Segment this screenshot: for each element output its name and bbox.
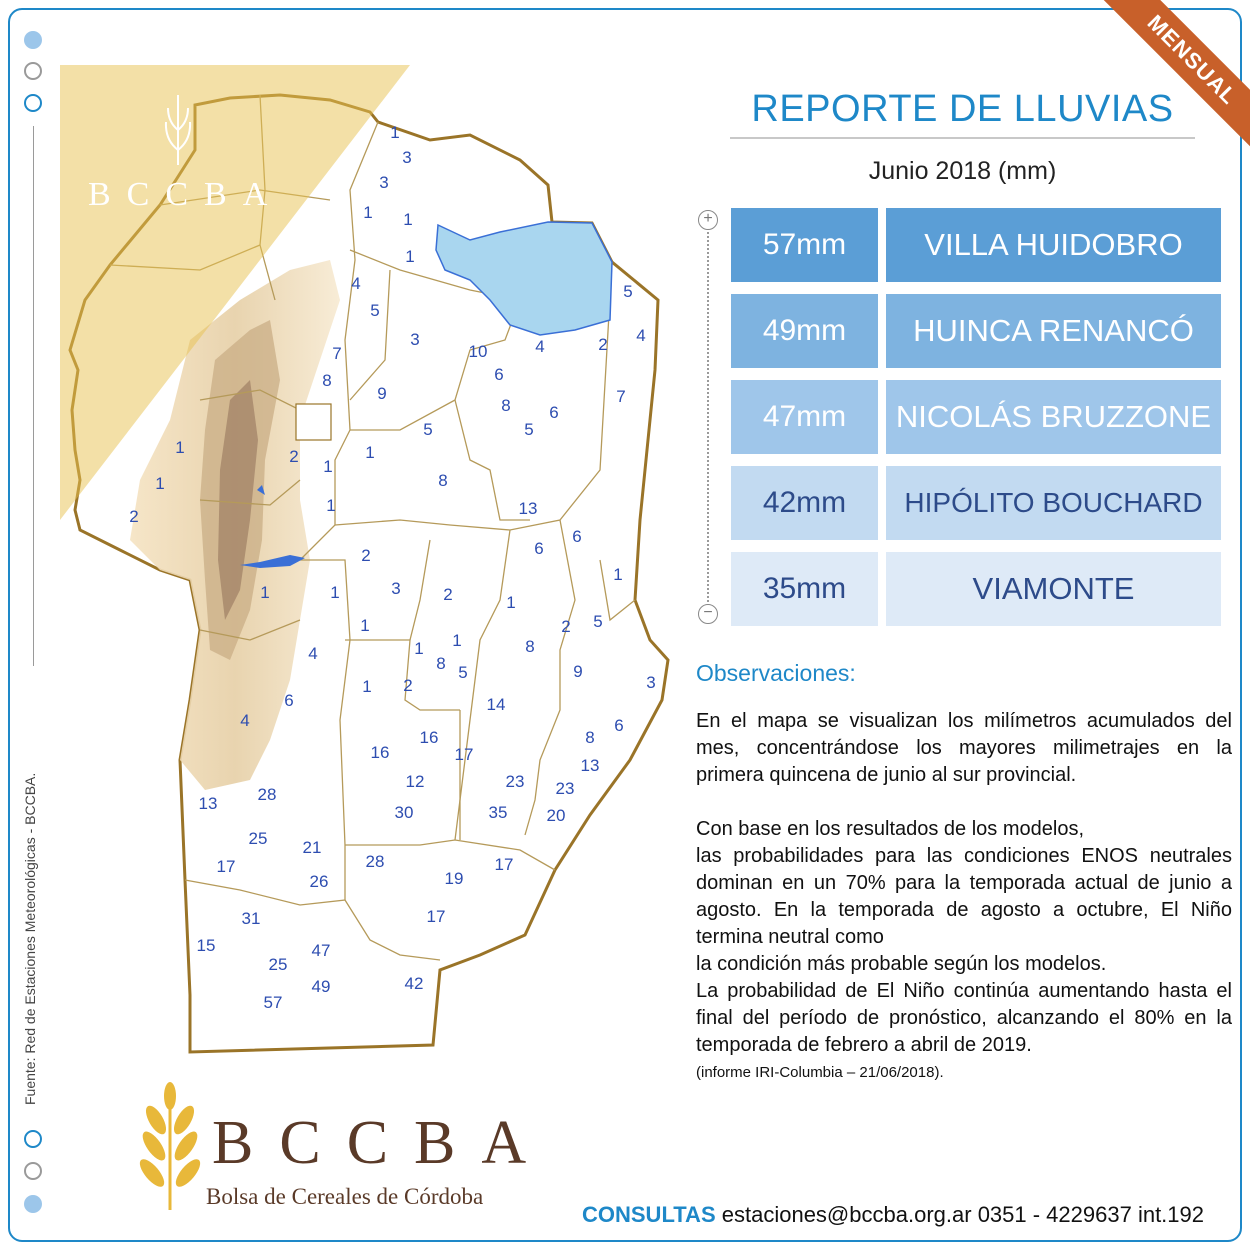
- rain-value-label: 5: [623, 282, 633, 301]
- rain-value-label: 9: [377, 384, 387, 403]
- rainfall-value: 35mm: [731, 552, 878, 626]
- rain-value-label: 47: [311, 941, 331, 960]
- rain-value-label: 1: [613, 565, 623, 584]
- rain-value-label: 2: [129, 507, 139, 526]
- ranking-row: [731, 380, 1221, 454]
- watermark-logo-text: BCCBA: [88, 176, 284, 213]
- observations-title: Observaciones:: [696, 660, 856, 686]
- observation-line: Con base en los resultados de los modelos,: [696, 818, 1085, 840]
- rain-value-label: 4: [636, 326, 646, 345]
- rain-value-label: 2: [443, 585, 453, 604]
- rain-value-label: 3: [410, 330, 420, 349]
- rain-value-label: 28: [365, 852, 385, 871]
- rain-value-label: 1: [365, 443, 375, 462]
- ranking-row: [731, 208, 1221, 282]
- binder-dot-icon: [24, 1195, 42, 1213]
- logo-wordmark: BCCBA: [212, 1109, 553, 1177]
- rain-value-label: 1: [405, 247, 415, 266]
- rain-value-label: 25: [248, 829, 268, 848]
- contact-email[interactable]: estaciones@bccba.org.ar: [721, 1202, 972, 1227]
- observation-paragraph: En el mapa se visualizan los milímetros acumulados del mes, concentrándose los mayores milimetrajes en la primera quincena de junio al sur provincial.: [696, 710, 1232, 786]
- rain-value-label: 8: [501, 396, 511, 415]
- rain-value-label: 57: [263, 993, 283, 1012]
- rain-value-label: 3: [646, 673, 656, 692]
- rain-value-label: 8: [436, 654, 446, 673]
- contact-phone: 0351 - 4229637 int.192: [977, 1202, 1204, 1227]
- rain-value-label: 1: [390, 123, 400, 142]
- rain-value-label: 42: [404, 974, 424, 993]
- rain-value-label: 1: [326, 496, 336, 515]
- rain-value-label: 19: [444, 869, 464, 888]
- rain-value-label: 2: [561, 617, 571, 636]
- locality-name: VIAMONTE: [886, 552, 1221, 626]
- badge-corner: [1080, 0, 1250, 170]
- rain-value-label: 12: [405, 772, 425, 791]
- rain-value-label: 2: [289, 447, 299, 466]
- plus-circle-icon: +: [698, 210, 718, 230]
- rain-value-label: 6: [494, 365, 504, 384]
- observation-line: La probabilidad de El Niño continúa aumentando hasta el final del período de pronóstico, alcanzando el 80% en la temporada de febrero a abril de 2019.: [696, 980, 1232, 1056]
- rain-value-label: 3: [379, 173, 389, 192]
- rain-value-label: 8: [525, 637, 535, 656]
- rainfall-value: 42mm: [731, 466, 878, 540]
- rain-value-label: 6: [549, 403, 559, 422]
- rain-value-label: 4: [240, 711, 250, 730]
- ranking-row: [731, 466, 1221, 540]
- rain-value-label: 7: [332, 344, 342, 363]
- rain-value-label: 13: [580, 756, 600, 775]
- rain-value-label: 1: [414, 639, 424, 658]
- rain-value-label: 1: [260, 583, 270, 602]
- rain-value-label: 1: [330, 583, 340, 602]
- contact-label: CONSULTAS: [582, 1202, 716, 1227]
- rain-value-label: 1: [506, 593, 516, 612]
- rain-value-label: 26: [309, 872, 329, 891]
- rain-value-label: 16: [419, 728, 439, 747]
- rain-value-label: 20: [546, 806, 566, 825]
- rain-value-label: 1: [452, 631, 462, 650]
- rain-value-label: 5: [458, 663, 468, 682]
- rain-value-label: 23: [555, 779, 575, 798]
- observation-source-note: (informe IRI-Columbia – 21/06/2018).: [696, 1064, 944, 1081]
- wheat-logo-icon: [130, 1080, 210, 1215]
- rain-value-label: 35: [488, 803, 508, 822]
- locality-name: HIPÓLITO BOUCHARD: [886, 466, 1221, 540]
- rain-value-label: 10: [468, 342, 488, 361]
- rain-value-label: 1: [360, 616, 370, 635]
- rain-value-label: 6: [614, 716, 624, 735]
- rain-value-label: 25: [268, 955, 288, 974]
- rain-value-label: 30: [394, 803, 414, 822]
- rain-value-label: 49: [311, 977, 331, 996]
- logo-subtitle: Bolsa de Cereales de Córdoba: [206, 1184, 484, 1209]
- observations-body: [696, 708, 1232, 1086]
- contact-line: [582, 1202, 1204, 1228]
- rain-value-label: 8: [438, 471, 448, 490]
- rain-value-label: 9: [573, 662, 583, 681]
- rain-value-label: 1: [155, 474, 165, 493]
- mensual-badge: MENSUAL: [1086, 0, 1250, 166]
- locality-name: NICOLÁS BRUZZONE: [886, 380, 1221, 454]
- rain-value-label: 17: [494, 855, 514, 874]
- ranking-row: [731, 552, 1221, 626]
- title-divider: [730, 137, 1195, 139]
- rain-value-label: 2: [403, 676, 413, 695]
- rain-value-label: 23: [505, 772, 525, 791]
- rainfall-value: 47mm: [731, 380, 878, 454]
- rain-value-label: 1: [175, 438, 185, 457]
- rain-value-label: 6: [572, 527, 582, 546]
- rain-value-label: 13: [198, 794, 218, 813]
- observation-line: las probabilidades para las condiciones ENOS neutrales dominan en un 70% para la temporada actual de junio a agosto. En la temporada de agosto a octubre, El Niño termina neutral como: [696, 845, 1232, 948]
- rain-value-label: 6: [534, 539, 544, 558]
- rain-value-label: 5: [593, 612, 603, 631]
- rain-value-label: 15: [196, 936, 216, 955]
- rain-value-label: 5: [524, 420, 534, 439]
- rain-value-label: 2: [361, 546, 371, 565]
- rain-value-label: 5: [370, 301, 380, 320]
- rain-value-label: 16: [370, 743, 390, 762]
- rain-value-label: 7: [616, 387, 626, 406]
- rain-value-label: 4: [535, 337, 545, 356]
- scale-dotted-line: [707, 232, 709, 602]
- observation-line: la condición más probable según los modelos.: [696, 953, 1107, 975]
- binder-ring-icon: [24, 1162, 42, 1180]
- rain-value-label: 13: [518, 499, 538, 518]
- rain-value-label: 21: [302, 838, 322, 857]
- rain-value-label: 8: [585, 728, 595, 747]
- locality-name: VILLA HUIDOBRO: [886, 208, 1221, 282]
- rain-value-label: 4: [351, 274, 361, 293]
- rain-value-label: 1: [323, 457, 333, 476]
- rain-value-label: 8: [322, 371, 332, 390]
- locality-name: HUINCA RENANCÓ: [886, 294, 1221, 368]
- rain-value-label: 3: [391, 579, 401, 598]
- rainfall-value: 57mm: [731, 208, 878, 282]
- rain-value-label: 1: [403, 210, 413, 229]
- rain-value-label: 6: [284, 691, 294, 710]
- rainfall-map: [0, 0, 700, 1080]
- rain-value-label: 3: [402, 148, 412, 167]
- minus-circle-icon: −: [698, 604, 718, 624]
- report-title: REPORTE DE LLUVIAS: [751, 88, 1174, 130]
- rain-value-label: 4: [308, 644, 318, 663]
- rain-value-label: 28: [257, 785, 277, 804]
- rain-value-label: 2: [598, 335, 608, 354]
- report-period: Junio 2018 (mm): [868, 157, 1057, 185]
- rain-value-label: 17: [216, 857, 236, 876]
- source-caption: Fuente: Red de Estaciones Meteorológicas - BCCBA.: [22, 772, 38, 1105]
- rain-value-label: 1: [363, 203, 373, 222]
- rain-value-label: 5: [423, 420, 433, 439]
- binder-ring-icon: [24, 1130, 42, 1148]
- rain-value-label: 14: [486, 695, 506, 714]
- rainfall-value: 49mm: [731, 294, 878, 368]
- rain-value-label: 17: [454, 745, 474, 764]
- rain-value-label: 17: [426, 907, 446, 926]
- rain-value-label: 1: [362, 677, 372, 696]
- ranking-row: [731, 294, 1221, 368]
- rain-value-label: 31: [241, 909, 261, 928]
